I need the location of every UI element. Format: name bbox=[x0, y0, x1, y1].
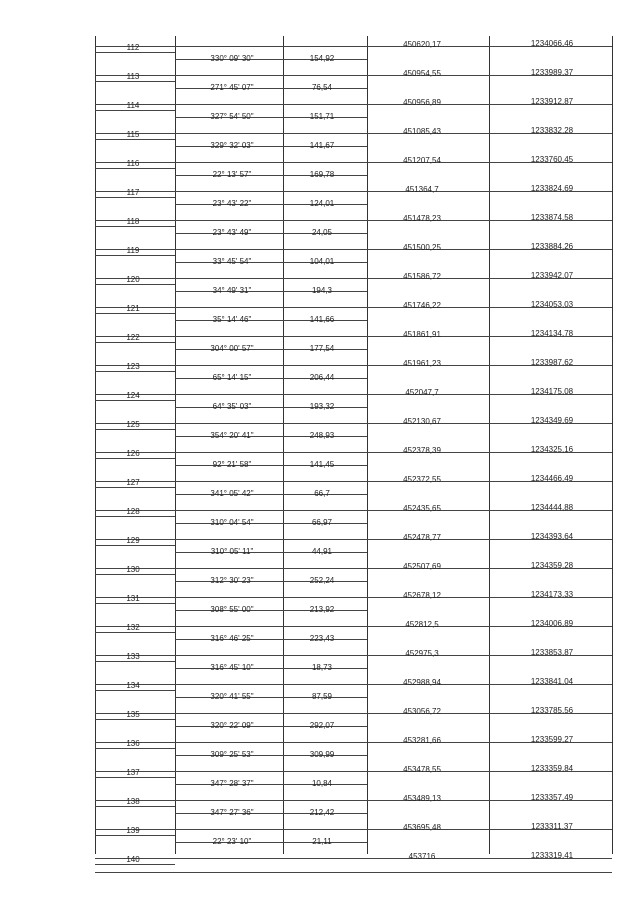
y-coordinate: 1233599,27 bbox=[530, 735, 574, 744]
column-rule-4 bbox=[367, 36, 368, 854]
column-rule-1 bbox=[95, 36, 96, 854]
segment-length: 193,32 bbox=[309, 402, 335, 411]
y-coordinate: 1234466,49 bbox=[530, 474, 574, 483]
x-coordinate: 452988,94 bbox=[403, 678, 441, 687]
y-coordinate: 1233824,69 bbox=[530, 184, 574, 193]
column-rule-6 bbox=[612, 36, 613, 854]
x-coordinate: 452130,67 bbox=[403, 417, 441, 426]
segment-length: 87,59 bbox=[311, 692, 333, 701]
segment-length: 124,01 bbox=[309, 199, 335, 208]
point-number: 130 bbox=[126, 565, 140, 574]
segment-length: 213,92 bbox=[309, 605, 335, 614]
row-rule-point bbox=[95, 632, 175, 633]
y-coordinate: 1234066,46 bbox=[530, 39, 574, 48]
direction-angle: 271° 45' 07" bbox=[210, 83, 254, 92]
point-number: 129 bbox=[126, 536, 140, 545]
x-coordinate: 452975,3 bbox=[405, 649, 439, 658]
segment-length: 24,05 bbox=[311, 228, 333, 237]
row-rule-point bbox=[95, 487, 175, 488]
point-number: 118 bbox=[126, 217, 140, 226]
x-coordinate: 452478,77 bbox=[403, 533, 441, 542]
direction-angle: 65° 14' 15" bbox=[212, 373, 252, 382]
point-number: 119 bbox=[126, 246, 140, 255]
direction-angle: 320° 41' 55" bbox=[210, 692, 254, 701]
segment-length: 309,99 bbox=[309, 750, 335, 759]
y-coordinate: 1233357,49 bbox=[530, 793, 574, 802]
direction-angle: 33° 45' 54" bbox=[212, 257, 252, 266]
x-coordinate: 451961,23 bbox=[403, 359, 441, 368]
y-coordinate: 1234359,28 bbox=[530, 561, 574, 570]
direction-angle: 341° 05' 42" bbox=[210, 489, 254, 498]
y-coordinate: 1233853,87 bbox=[530, 648, 574, 657]
row-rule-point bbox=[95, 458, 175, 459]
row-rule-point bbox=[95, 835, 175, 836]
segment-length: 252,24 bbox=[309, 576, 335, 585]
segment-length: 44,91 bbox=[311, 547, 333, 556]
x-coordinate: 452812,5 bbox=[405, 620, 439, 629]
direction-angle: 92° 21' 58" bbox=[212, 460, 252, 469]
point-number: 127 bbox=[126, 478, 140, 487]
segment-length: 151,71 bbox=[309, 112, 335, 121]
x-coordinate: 451861,91 bbox=[403, 330, 441, 339]
direction-angle: 330° 09' 30" bbox=[210, 54, 254, 63]
y-coordinate: 1234175,08 bbox=[530, 387, 574, 396]
segment-length: 141,45 bbox=[309, 460, 335, 469]
row-rule-point bbox=[95, 110, 175, 111]
point-number: 132 bbox=[126, 623, 140, 632]
segment-length: 66,7 bbox=[314, 489, 330, 498]
point-number: 123 bbox=[126, 362, 140, 371]
x-coordinate: 452435,65 bbox=[403, 504, 441, 513]
column-rule-2 bbox=[175, 36, 176, 854]
point-number: 133 bbox=[126, 652, 140, 661]
direction-angle: 308° 55' 00" bbox=[210, 605, 254, 614]
row-rule-point bbox=[95, 197, 175, 198]
y-coordinate: 1233311,37 bbox=[531, 822, 573, 831]
y-coordinate: 1233841,04 bbox=[530, 677, 574, 686]
y-coordinate: 1234006,89 bbox=[530, 619, 574, 628]
direction-angle: 354° 20' 41" bbox=[210, 431, 254, 440]
direction-angle: 309° 25' 53" bbox=[210, 750, 254, 759]
direction-angle: 35° 14' 46" bbox=[212, 315, 252, 324]
y-coordinate: 1233760,45 bbox=[530, 155, 574, 164]
x-coordinate: 452507,69 bbox=[403, 562, 441, 571]
point-number: 131 bbox=[126, 594, 140, 603]
y-coordinate: 1234393,64 bbox=[530, 532, 574, 541]
direction-angle: 316° 46' 25" bbox=[210, 634, 254, 643]
row-rule-point bbox=[95, 52, 175, 53]
row-rule-point bbox=[95, 168, 175, 169]
point-number: 135 bbox=[126, 710, 140, 719]
direction-angle: 320° 22' 09" bbox=[210, 721, 254, 730]
row-rule-point bbox=[95, 516, 175, 517]
direction-angle: 34° 49' 31" bbox=[212, 286, 252, 295]
x-coordinate: 451207,54 bbox=[403, 156, 441, 165]
x-coordinate: 453716 bbox=[408, 852, 436, 861]
segment-length: 21,11 bbox=[312, 837, 332, 846]
row-rule-point bbox=[95, 864, 175, 865]
point-number: 139 bbox=[126, 826, 140, 835]
segment-length: 10,84 bbox=[311, 779, 333, 788]
x-coordinate: 451500,25 bbox=[403, 243, 441, 252]
row-rule-point bbox=[95, 748, 175, 749]
point-number: 124 bbox=[126, 391, 140, 400]
point-number: 121 bbox=[126, 304, 140, 313]
x-coordinate: 453056,72 bbox=[403, 707, 441, 716]
y-coordinate: 1234134,78 bbox=[530, 329, 574, 338]
point-number: 126 bbox=[126, 449, 140, 458]
direction-angle: 316° 45' 10" bbox=[210, 663, 254, 672]
point-number: 115 bbox=[126, 130, 140, 139]
direction-angle: 64° 35' 03" bbox=[212, 402, 252, 411]
row-rule-point bbox=[95, 400, 175, 401]
x-coordinate: 453281,66 bbox=[403, 736, 441, 745]
y-coordinate: 1233912,87 bbox=[530, 97, 574, 106]
direction-angle: 304° 00' 57" bbox=[210, 344, 254, 353]
point-number: 112 bbox=[126, 43, 140, 52]
y-coordinate: 1234349,69 bbox=[530, 416, 574, 425]
x-coordinate: 450954,55 bbox=[403, 69, 441, 78]
direction-angle: 310° 05' 11" bbox=[210, 547, 254, 556]
direction-angle: 23° 43' 22" bbox=[212, 199, 252, 208]
x-coordinate: 451586,72 bbox=[403, 272, 441, 281]
point-number: 114 bbox=[126, 101, 140, 110]
row-rule-point bbox=[95, 139, 175, 140]
row-rule-point bbox=[95, 342, 175, 343]
x-coordinate: 452678,12 bbox=[403, 591, 441, 600]
point-number: 117 bbox=[126, 188, 140, 197]
point-number: 122 bbox=[126, 333, 140, 342]
y-coordinate: 1233359,84 bbox=[530, 764, 574, 773]
point-number: 136 bbox=[126, 739, 140, 748]
row-rule-point bbox=[95, 603, 175, 604]
y-coordinate: 1233987,62 bbox=[530, 358, 574, 367]
direction-angle: 347° 28' 37" bbox=[210, 779, 254, 788]
x-coordinate: 453695,48 bbox=[403, 823, 441, 832]
direction-angle: 22° 23' 10" bbox=[212, 837, 252, 846]
point-number: 125 bbox=[126, 420, 140, 429]
row-rule-point bbox=[95, 313, 175, 314]
point-number: 120 bbox=[126, 275, 140, 284]
segment-length: 206,44 bbox=[309, 373, 335, 382]
y-coordinate: 1234325,16 bbox=[530, 445, 574, 454]
x-coordinate: 452378,39 bbox=[403, 446, 441, 455]
row-rule-point bbox=[95, 777, 175, 778]
segment-length: 177,54 bbox=[309, 344, 335, 353]
segment-length: 212,42 bbox=[309, 808, 335, 817]
row-rule-point bbox=[95, 226, 175, 227]
row-rule-point bbox=[95, 806, 175, 807]
point-number: 128 bbox=[126, 507, 140, 516]
row-rule-point bbox=[95, 255, 175, 256]
segment-length: 18,73 bbox=[311, 663, 333, 672]
column-rule-5 bbox=[489, 36, 490, 854]
y-coordinate: 1233319,41 bbox=[530, 851, 574, 860]
column-rule-3 bbox=[283, 36, 284, 854]
table-bottom-rule bbox=[95, 872, 612, 873]
row-rule-point bbox=[95, 574, 175, 575]
point-number: 140 bbox=[126, 855, 140, 864]
row-rule-point bbox=[95, 284, 175, 285]
row-rule-point bbox=[95, 545, 175, 546]
x-coordinate: 452047,7 bbox=[405, 388, 439, 397]
row-rule-point bbox=[95, 81, 175, 82]
row-rule-point bbox=[95, 371, 175, 372]
row-rule-point bbox=[95, 690, 175, 691]
y-coordinate: 1233989,37 bbox=[530, 68, 574, 77]
y-coordinate: 1233832,28 bbox=[530, 126, 574, 135]
point-number: 138 bbox=[126, 797, 140, 806]
x-coordinate: 452372,55 bbox=[403, 475, 441, 484]
direction-angle: 310° 04' 54" bbox=[210, 518, 254, 527]
segment-length: 223,43 bbox=[309, 634, 335, 643]
segment-length: 104,01 bbox=[309, 257, 335, 266]
point-number: 137 bbox=[126, 768, 140, 777]
segment-length: 292,07 bbox=[309, 721, 335, 730]
direction-angle: 22° 13' 57" bbox=[212, 170, 252, 179]
row-rule-point bbox=[95, 661, 175, 662]
y-coordinate: 1234053,03 bbox=[530, 300, 574, 309]
segment-length: 141,67 bbox=[309, 141, 335, 150]
x-coordinate: 453489,13 bbox=[403, 794, 441, 803]
row-rule-point bbox=[95, 719, 175, 720]
y-coordinate: 1234173,33 bbox=[530, 590, 574, 599]
y-coordinate: 1233785,56 bbox=[530, 706, 574, 715]
segment-length: 141,66 bbox=[309, 315, 335, 324]
direction-angle: 329° 32' 03" bbox=[210, 141, 254, 150]
segment-length: 66,97 bbox=[311, 518, 333, 527]
x-coordinate: 451746,22 bbox=[403, 301, 441, 310]
direction-angle: 23° 43' 49" bbox=[212, 228, 252, 237]
y-coordinate: 1233874,58 bbox=[530, 213, 574, 222]
x-coordinate: 450956,89 bbox=[403, 98, 441, 107]
direction-angle: 347° 27' 36" bbox=[210, 808, 254, 817]
y-coordinate: 1233942,07 bbox=[530, 271, 574, 280]
segment-length: 194,3 bbox=[311, 286, 333, 295]
point-number: 113 bbox=[126, 72, 140, 81]
y-coordinate: 1234444,88 bbox=[530, 503, 574, 512]
x-coordinate: 451085,43 bbox=[403, 127, 441, 136]
y-coordinate: 1233884,26 bbox=[530, 242, 574, 251]
segment-length: 76,54 bbox=[311, 83, 333, 92]
x-coordinate: 451478,23 bbox=[403, 214, 441, 223]
direction-angle: 312° 30' 23" bbox=[210, 576, 254, 585]
point-number: 134 bbox=[126, 681, 140, 690]
x-coordinate: 453478,55 bbox=[403, 765, 441, 774]
segment-length: 154,92 bbox=[309, 54, 335, 63]
point-number: 116 bbox=[126, 159, 140, 168]
x-coordinate: 450620,17 bbox=[403, 40, 441, 49]
segment-length: 169,78 bbox=[309, 170, 335, 179]
x-coordinate: 451364,7 bbox=[405, 185, 439, 194]
segment-length: 248,93 bbox=[309, 431, 335, 440]
row-rule-point bbox=[95, 429, 175, 430]
direction-angle: 327° 54' 50" bbox=[210, 112, 254, 121]
